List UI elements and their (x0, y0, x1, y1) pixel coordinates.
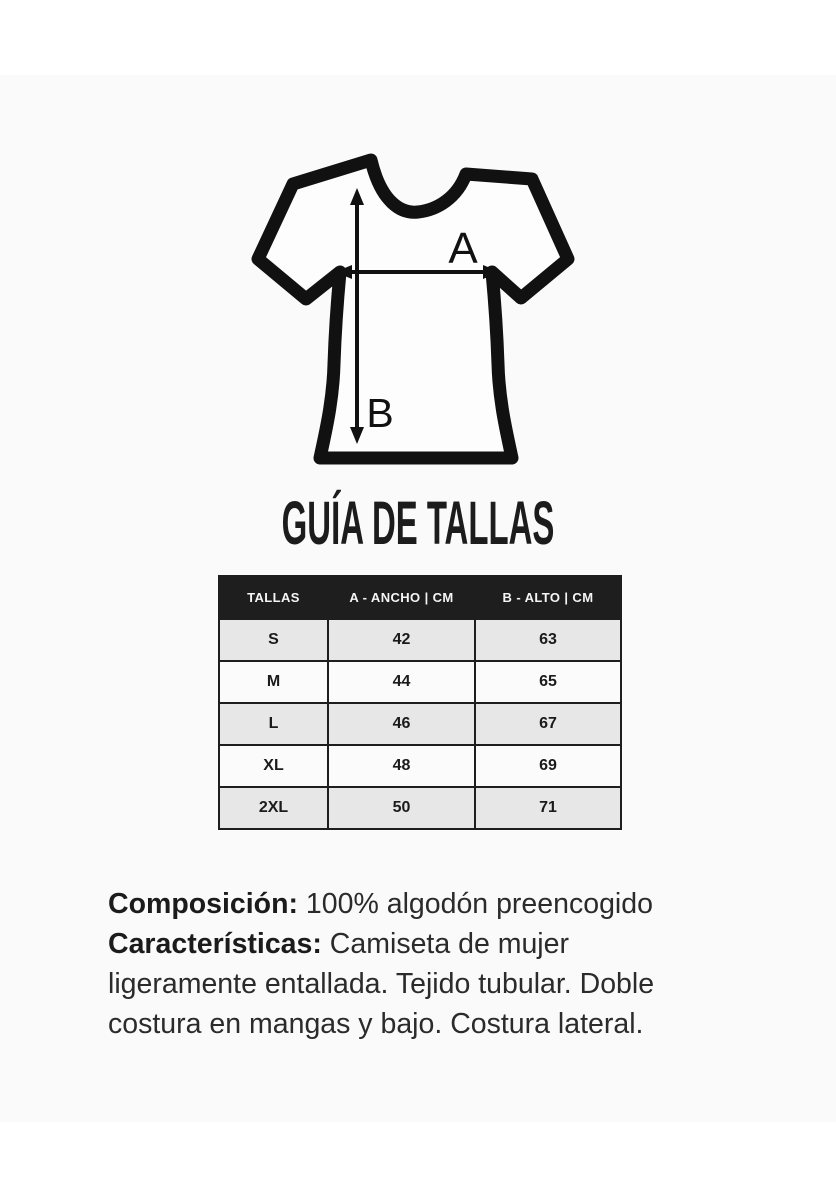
height-label-b: B (366, 390, 394, 436)
table-row-s (219, 619, 621, 661)
characteristics-line-2 (108, 964, 768, 1004)
header-ancho: A - ANCHO | CM (328, 576, 475, 619)
product-description (108, 884, 768, 1044)
cell-size: 2XL (219, 787, 328, 829)
table-row-m (219, 661, 621, 703)
cell-ancho: 50 (328, 787, 475, 829)
cell-ancho: 48 (328, 745, 475, 787)
size-table (218, 575, 622, 830)
tshirt-illustration (245, 140, 595, 480)
cell-alto: 63 (475, 619, 621, 661)
cell-alto: 71 (475, 787, 621, 829)
tshirt-measurement-diagram (245, 140, 595, 480)
table-row-2xl (219, 787, 621, 829)
composition-line (108, 884, 768, 924)
header-tallas: TALLAS (219, 576, 328, 619)
characteristics-text-3: costura en mangas y bajo. Costura lateral. (108, 1008, 644, 1040)
cell-alto: 69 (475, 745, 621, 787)
cell-alto: 67 (475, 703, 621, 745)
composition-label: Composición: (108, 888, 298, 920)
table-row-xl (219, 745, 621, 787)
cell-ancho: 46 (328, 703, 475, 745)
size-guide-title: GUÍA DE TALLAS (281, 489, 555, 557)
characteristics-label: Características: (108, 928, 322, 960)
characteristics-line-3 (108, 1004, 768, 1044)
cell-ancho: 42 (328, 619, 475, 661)
cell-size: XL (219, 745, 328, 787)
header-alto: B - ALTO | CM (475, 576, 621, 619)
cell-size: S (219, 619, 328, 661)
cell-size: L (219, 703, 328, 745)
composition-text: 100% algodón preencogido (298, 888, 653, 920)
characteristics-text-2: ligeramente entallada. Tejido tubular. Doble (108, 968, 655, 1000)
width-label-a: A (448, 224, 478, 273)
cell-ancho: 44 (328, 661, 475, 703)
cell-alto: 65 (475, 661, 621, 703)
tshirt-outline-shape (258, 160, 568, 458)
cell-size: M (219, 661, 328, 703)
characteristics-text: Camiseta de mujer (321, 928, 569, 960)
table-row-l (219, 703, 621, 745)
characteristics-line (108, 924, 768, 964)
size-table-header-row (219, 576, 621, 619)
